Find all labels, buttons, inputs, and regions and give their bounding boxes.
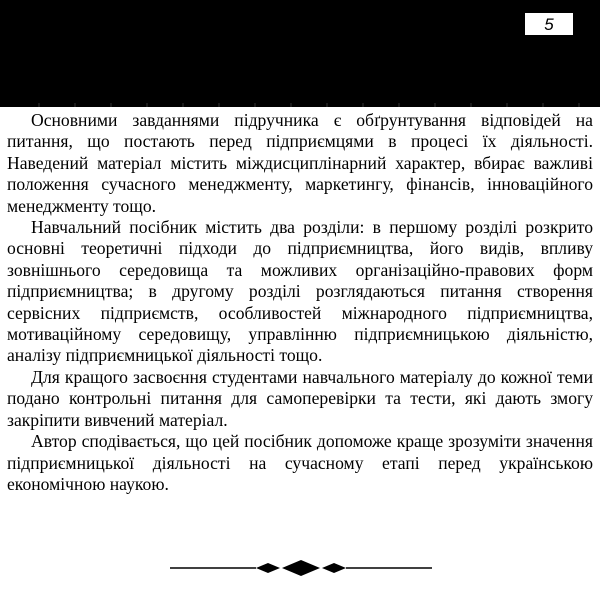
body-text bbox=[7, 110, 593, 495]
page-number bbox=[524, 12, 574, 36]
paragraph-2: Навчальний посібник містить два розділи: в першому розділі розкрито основні теоретичні підходи до підприємництва, його видів, впливу зовнішнього середовища та можливих організаційно-правових форм підприємництва; в другому розділі розглядаються питання створення сервісних підприємств, особливостей міжнародного підприємництва, мотиваційному середовищу, управлінню підприємницькою діяльністю, аналізу підприємницької діяльності тощо. bbox=[7, 217, 593, 366]
paragraph-1: Основними завданнями підручника є обґрунтування відповідей на питання, що постають перед підприємцями в процесі їх діяльності. Наведений матеріал містить міждисциплінарний характер, вбирає важливі положення сучасного менеджменту, маркетингу, фінансів, інноваційного менеджменту тощо. bbox=[7, 110, 593, 216]
header-band bbox=[0, 0, 600, 107]
paragraph-4: Автор сподівається, що цей посібник допоможе краще зрозуміти значення підприємницької діяльності на сучасному етапі перед українською економічною наукою. bbox=[7, 431, 593, 494]
cropped-text-line bbox=[4, 103, 596, 107]
diamond-divider-icon bbox=[170, 558, 432, 578]
paragraph-3: Для кращого засвоєння студентами навчального матеріалу до кожної теми подано контрольні питання для самоперевірки та тести, які дають змогу закріпити вивчений матеріал. bbox=[7, 366, 593, 430]
page-number-text: 5 bbox=[544, 14, 554, 34]
